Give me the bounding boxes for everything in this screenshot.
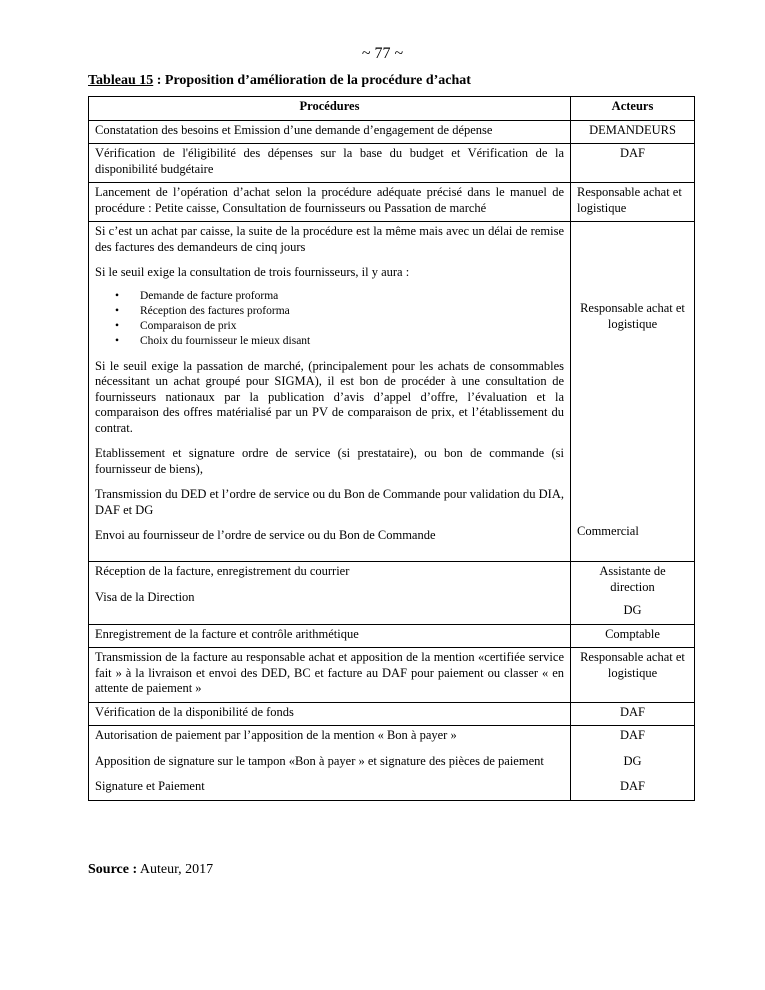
procedure-text: Si le seuil exige la passation de marché, (principalement pour les achats de consommables nécessitant un achat groupé pour SIGMA), il est bon de procéder à une consultation de fournisseurs nationaux par la publication d’avis d’appel d’offre, l’évaluation et la comparaison des offres matérialisé par un PV de comparaison de prix, et l’établissement du contrat.	[95, 358, 564, 435]
procedure-cell: Constatation des besoins et Emission d’une demande d’engagement de dépense	[89, 120, 571, 144]
table-title	[88, 72, 471, 89]
table-row	[89, 702, 695, 726]
procedure-text: Si c’est un achat par caisse, la suite de la procédure est la même mais avec un délai de remise des factures des demandeurs de cinq jours	[95, 224, 564, 254]
actor-text: DAF	[619, 728, 645, 742]
table-row	[89, 144, 695, 183]
procedure-cell	[89, 562, 571, 625]
header-procedures: Procédures	[89, 97, 571, 121]
procedure-cell: Vérification de l'éligibilité des dépenses sur la base du budget et Vérification de la disponibilité budgétaire	[89, 144, 571, 183]
table-row	[89, 726, 695, 801]
procedure-text: Si le seuil exige la consultation de trois fournisseurs, il y aura :	[95, 265, 410, 279]
procedure-cell	[89, 726, 571, 801]
table-row	[89, 120, 695, 144]
list-item: • Demande de facture proforma	[115, 289, 564, 304]
actor-text: DAF	[619, 779, 645, 793]
source-label: Source :	[88, 862, 138, 877]
procedure-cell: Enregistrement de la facture et contrôle arithmétique	[89, 624, 571, 648]
procedure-text: Apposition de signature sur le tampon «Bon à payer » et signature des pièces de paiement	[95, 753, 544, 768]
actor-main: Responsable achat et logistique	[580, 301, 685, 331]
actor-text: Assistante de direction	[599, 564, 666, 594]
actor-cell: Responsable achat et logistique	[571, 648, 695, 703]
bullet-list	[95, 289, 564, 349]
header-acteurs: Acteurs	[571, 97, 695, 121]
procedure-table	[88, 96, 695, 801]
table-row	[89, 183, 695, 222]
actor-cell: Responsable achat et logistique	[571, 183, 695, 222]
procedure-text: Transmission du DED et l’ordre de service ou du Bon de Commande pour validation du DIA, DAF et DG	[95, 487, 564, 517]
table-row	[89, 648, 695, 703]
procedure-text: Réception de la facture, enregistrement du courrier	[95, 564, 350, 578]
list-item: • Comparaison de prix	[115, 319, 564, 334]
procedure-text: Visa de la Direction	[95, 589, 195, 604]
table-title-text: : Proposition d’amélioration de la procédure d’achat	[153, 73, 471, 88]
actor-text: DG	[623, 753, 642, 768]
list-item: • Réception des factures proforma	[115, 304, 564, 319]
actor-bottom: Commercial	[577, 524, 639, 538]
table-row	[89, 624, 695, 648]
actor-cell: DAF	[571, 702, 695, 726]
actor-cell	[571, 222, 695, 562]
table-header-row	[89, 97, 695, 121]
procedure-cell	[89, 222, 571, 562]
procedure-text: Etablissement et signature ordre de service (si prestataire), ou bon de commande (si fournisseur de biens),	[95, 446, 564, 476]
procedure-text: Signature et Paiement	[95, 779, 205, 793]
actor-cell: DAF	[571, 144, 695, 183]
page-number: ~ 77 ~	[361, 45, 404, 62]
table-label: Tableau 15	[88, 73, 154, 88]
list-item: • Choix du fournisseur le mieux disant	[115, 334, 564, 349]
table-row	[89, 562, 695, 625]
source-note	[88, 861, 213, 878]
source-text: Auteur, 2017	[137, 862, 214, 877]
procedure-cell: Lancement de l’opération d’achat selon la procédure adéquate précisé dans le manuel de procédure : Petite caisse, Consultation de fournisseurs ou Passation de marché	[89, 183, 571, 222]
procedure-text: Envoi au fournisseur de l’ordre de service ou du Bon de Commande	[95, 528, 436, 542]
table-row	[89, 222, 695, 562]
actor-text: DG	[623, 603, 642, 617]
procedure-cell: Vérification de la disponibilité de fonds	[89, 702, 571, 726]
procedure-cell: Transmission de la facture au responsable achat et apposition de la mention «certifiée service fait » à la livraison et envoi des DED, BC et facture au DAF pour paiement ou classer « en attente de paiement »	[89, 648, 571, 703]
actor-cell: Comptable	[571, 624, 695, 648]
procedure-text: Autorisation de paiement par l’apposition de la mention « Bon à payer »	[95, 728, 457, 742]
actor-cell	[571, 726, 695, 801]
actor-cell	[571, 562, 695, 625]
actor-cell: DEMANDEURS	[571, 120, 695, 144]
